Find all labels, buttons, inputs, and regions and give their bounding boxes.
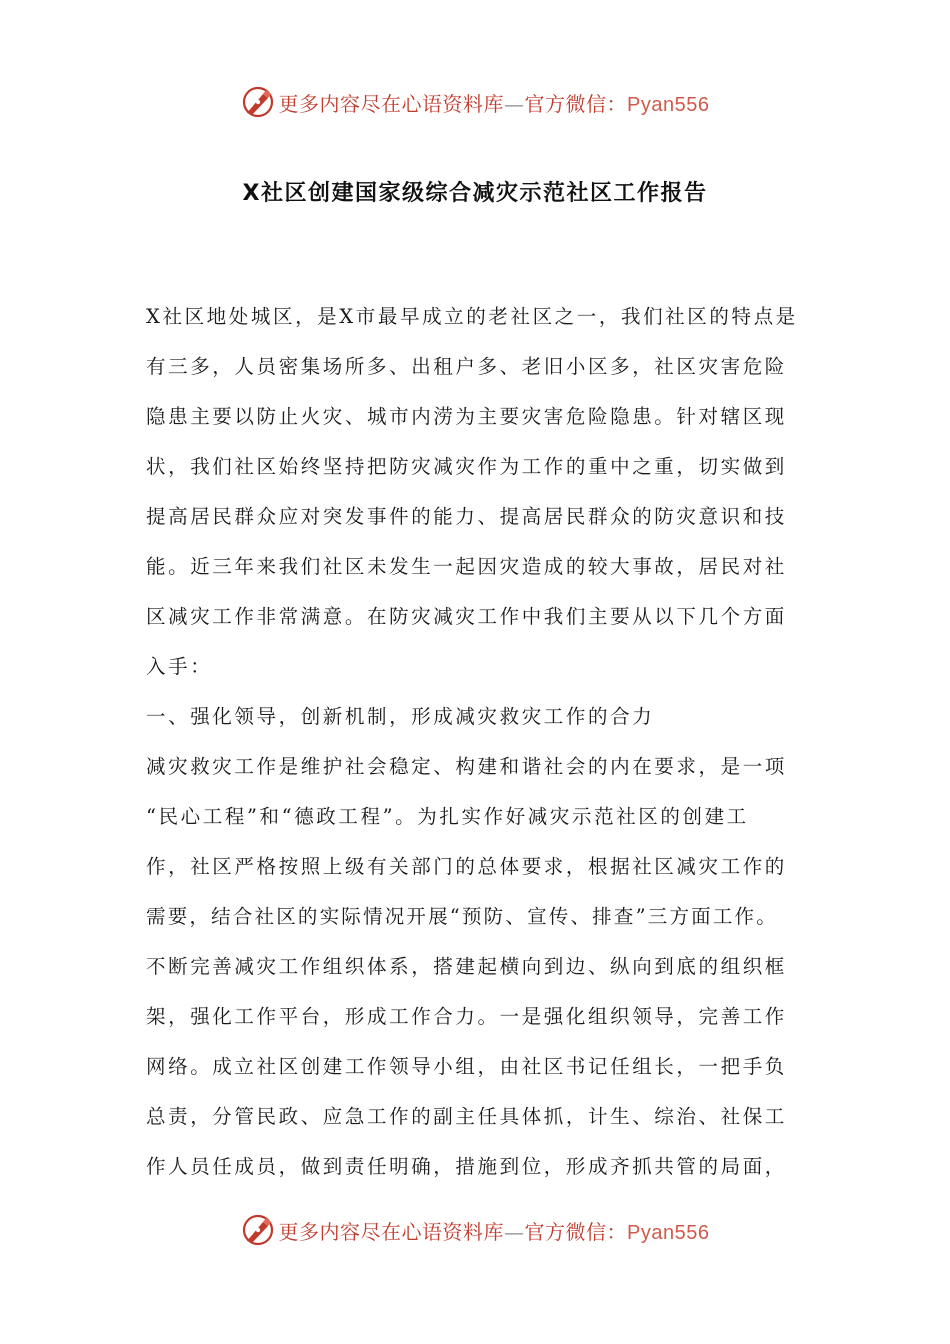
section-heading: 一、强化领导，创新机制，形成减灾救灾工作的合力 (146, 705, 655, 728)
pen-nib-circle-icon (241, 1213, 275, 1247)
watermark-banner-bottom (0, 1210, 950, 1250)
body-line: 不断完善减灾工作组织体系，搭建起横向到边、纵向到底的组织框 (146, 955, 787, 978)
watermark-text (279, 88, 710, 117)
body-line: 能。近三年来我们社区未发生一起因灾造成的较大事故，居民对社 (146, 555, 787, 578)
body-line: 有三多，人员密集场所多、出租户多、老旧小区多，社区灾害危险 (146, 355, 787, 378)
body-line: 作人员任成员，做到责任明确，措施到位，形成齐抓共管的局面， (146, 1155, 787, 1178)
body-line: 状，我们社区始终坚持把防灾减灾作为工作的重中之重，切实做到 (146, 455, 787, 478)
document-title: X社区创建国家级综合减灾示范社区工作报告 (242, 181, 708, 206)
body-line: 入手： (146, 655, 213, 678)
watermark-separator: — (504, 91, 525, 116)
body-line: 架，强化工作平台，形成工作合力。一是强化组织领导，完善工作 (146, 1005, 787, 1028)
body-line: 区减灾工作非常满意。在防灾减灾工作中我们主要从以下几个方面 (146, 605, 787, 628)
watermark-wechat-label: 官方微信： (524, 91, 628, 116)
body-line: 需要，结合社区的实际情况开展“预防、宣传、排查”三方面工作。 (146, 905, 778, 928)
watermark-wechat-id: Pyan556 (627, 1221, 710, 1244)
body-line: 隐患主要以防止火灾、城市内涝为主要灾害危险隐患。针对辖区现 (146, 405, 787, 428)
body-line: 提高居民群众应对突发事件的能力、提高居民群众的防灾意识和技 (146, 505, 787, 528)
watermark-wechat-label: 官方微信： (524, 1219, 628, 1244)
body-line: “民心工程”和“德政工程”。为扎实作好减灾示范社区的创建工 (146, 805, 749, 828)
watermark-wechat-id: Pyan556 (627, 93, 710, 116)
body-line: 网络。成立社区创建工作领导小组，由社区书记任组长，一把手负 (146, 1055, 787, 1078)
document-body (146, 296, 836, 1196)
watermark-site-text: 更多内容尽在心语资料库 (278, 91, 505, 116)
watermark-text (279, 1216, 710, 1245)
body-line: X社区地处城区，是X市最早成立的老社区之一，我们社区的特点是 (146, 305, 798, 328)
body-line: 作，社区严格按照上级有关部门的总体要求，根据社区减灾工作的 (146, 855, 787, 878)
watermark-separator: — (504, 1219, 525, 1244)
body-line: 总责，分管民政、应急工作的副主任具体抓，计生、综治、社保工 (146, 1105, 787, 1128)
body-line: 减灾救灾工作是维护社会稳定、构建和谐社会的内在要求，是一项 (146, 755, 787, 778)
watermark-banner-top (0, 82, 950, 122)
pen-nib-circle-icon (241, 85, 275, 119)
watermark-site-text: 更多内容尽在心语资料库 (278, 1219, 505, 1244)
